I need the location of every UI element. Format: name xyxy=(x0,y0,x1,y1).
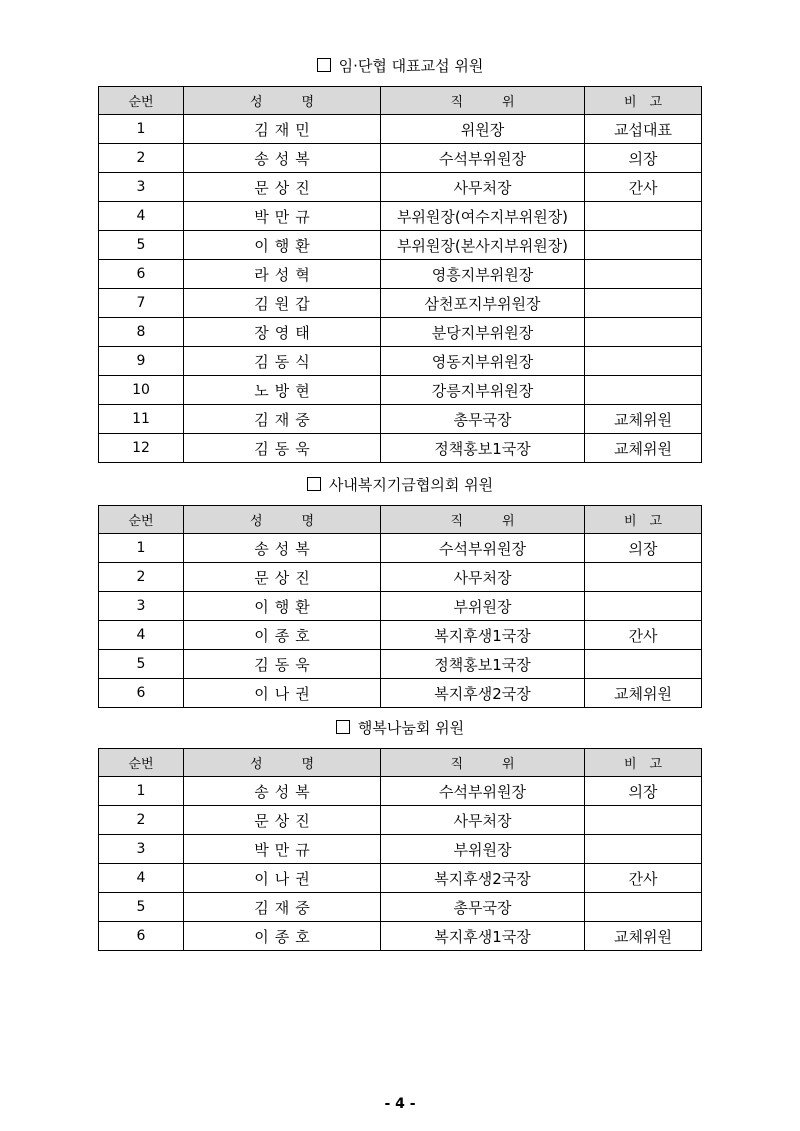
table-row xyxy=(99,806,702,835)
table-header-row xyxy=(99,87,702,115)
header-position: 직 위 xyxy=(381,87,585,115)
cell-note xyxy=(585,289,702,318)
header-note: 비 고 xyxy=(585,749,702,777)
cell-name: 노방현 xyxy=(184,376,381,405)
table-row xyxy=(99,650,702,679)
cell-note xyxy=(585,650,702,679)
cell-no: 5 xyxy=(99,650,184,679)
cell-name: 김재중 xyxy=(184,405,381,434)
section-title-welfare-fund xyxy=(0,474,800,496)
cell-name: 라성혁 xyxy=(184,260,381,289)
table-row xyxy=(99,534,702,563)
header-position: 직 위 xyxy=(381,749,585,777)
header-no: 순번 xyxy=(99,87,184,115)
cell-no: 3 xyxy=(99,592,184,621)
cell-note: 교체위원 xyxy=(585,922,702,951)
cell-no: 9 xyxy=(99,347,184,376)
cell-note: 의장 xyxy=(585,777,702,806)
cell-name: 박만규 xyxy=(184,202,381,231)
cell-note xyxy=(585,592,702,621)
cell-position: 수석부위원장 xyxy=(381,144,585,173)
cell-position: 복지후생1국장 xyxy=(381,922,585,951)
cell-position: 부위원장 xyxy=(381,835,585,864)
checkbox-square-icon xyxy=(336,720,350,734)
cell-no: 3 xyxy=(99,173,184,202)
cell-no: 5 xyxy=(99,893,184,922)
table-row xyxy=(99,621,702,650)
cell-name: 김재민 xyxy=(184,115,381,144)
header-note: 비 고 xyxy=(585,506,702,534)
cell-note xyxy=(585,202,702,231)
cell-position: 강릉지부위원장 xyxy=(381,376,585,405)
cell-no: 1 xyxy=(99,534,184,563)
cell-note: 간사 xyxy=(585,173,702,202)
cell-name: 김동욱 xyxy=(184,650,381,679)
welfare-fund-council-table xyxy=(98,505,702,708)
table-row xyxy=(99,563,702,592)
cell-note xyxy=(585,260,702,289)
table-row xyxy=(99,202,702,231)
cell-note xyxy=(585,318,702,347)
cell-note: 교체위원 xyxy=(585,434,702,463)
cell-note: 간사 xyxy=(585,864,702,893)
table-row xyxy=(99,922,702,951)
cell-name: 김동식 xyxy=(184,347,381,376)
cell-name: 문상진 xyxy=(184,806,381,835)
cell-note xyxy=(585,376,702,405)
section-title-bargaining xyxy=(0,55,800,77)
cell-note xyxy=(585,563,702,592)
table-row xyxy=(99,376,702,405)
table-row xyxy=(99,318,702,347)
cell-no: 2 xyxy=(99,144,184,173)
cell-position: 복지후생2국장 xyxy=(381,864,585,893)
cell-name: 문상진 xyxy=(184,173,381,202)
cell-note: 의장 xyxy=(585,144,702,173)
cell-name: 이나권 xyxy=(184,864,381,893)
cell-name: 이종호 xyxy=(184,621,381,650)
cell-note: 교체위원 xyxy=(585,679,702,708)
cell-position: 정책홍보1국장 xyxy=(381,650,585,679)
cell-no: 5 xyxy=(99,231,184,260)
header-name: 성 명 xyxy=(184,506,381,534)
cell-position: 사무처장 xyxy=(381,173,585,202)
header-name: 성 명 xyxy=(184,749,381,777)
table-row xyxy=(99,835,702,864)
table-row xyxy=(99,289,702,318)
table-row xyxy=(99,115,702,144)
cell-name: 이행환 xyxy=(184,592,381,621)
header-no: 순번 xyxy=(99,506,184,534)
cell-position: 분당지부위원장 xyxy=(381,318,585,347)
section-title-text: 사내복지기금협의회 위원 xyxy=(328,476,494,494)
cell-position: 부위원장 xyxy=(381,592,585,621)
cell-name: 김재중 xyxy=(184,893,381,922)
cell-no: 2 xyxy=(99,806,184,835)
cell-no: 6 xyxy=(99,679,184,708)
cell-no: 7 xyxy=(99,289,184,318)
cell-position: 영흥지부위원장 xyxy=(381,260,585,289)
cell-position: 정책홍보1국장 xyxy=(381,434,585,463)
header-no: 순번 xyxy=(99,749,184,777)
section-title-text: 행복나눔회 위원 xyxy=(357,719,465,737)
table-row xyxy=(99,434,702,463)
cell-position: 복지후생1국장 xyxy=(381,621,585,650)
cell-note: 의장 xyxy=(585,534,702,563)
header-position: 직 위 xyxy=(381,506,585,534)
cell-position: 수석부위원장 xyxy=(381,534,585,563)
cell-name: 박만규 xyxy=(184,835,381,864)
cell-no: 6 xyxy=(99,260,184,289)
cell-position: 삼천포지부위원장 xyxy=(381,289,585,318)
cell-name: 김동욱 xyxy=(184,434,381,463)
cell-position: 사무처장 xyxy=(381,806,585,835)
cell-name: 김원갑 xyxy=(184,289,381,318)
cell-name: 이종호 xyxy=(184,922,381,951)
cell-note xyxy=(585,806,702,835)
table-row xyxy=(99,405,702,434)
cell-name: 송성복 xyxy=(184,144,381,173)
cell-note xyxy=(585,835,702,864)
cell-note xyxy=(585,347,702,376)
cell-name: 송성복 xyxy=(184,777,381,806)
table-row xyxy=(99,679,702,708)
cell-no: 10 xyxy=(99,376,184,405)
header-note: 비 고 xyxy=(585,87,702,115)
cell-note xyxy=(585,893,702,922)
checkbox-square-icon xyxy=(317,58,331,72)
cell-no: 2 xyxy=(99,563,184,592)
cell-position: 위원장 xyxy=(381,115,585,144)
bargaining-committee-table xyxy=(98,86,702,463)
table-row xyxy=(99,347,702,376)
cell-position: 사무처장 xyxy=(381,563,585,592)
cell-no: 4 xyxy=(99,202,184,231)
cell-no: 8 xyxy=(99,318,184,347)
cell-position: 총무국장 xyxy=(381,893,585,922)
cell-no: 6 xyxy=(99,922,184,951)
table-row xyxy=(99,592,702,621)
cell-no: 11 xyxy=(99,405,184,434)
cell-note: 교섭대표 xyxy=(585,115,702,144)
cell-name: 송성복 xyxy=(184,534,381,563)
cell-no: 3 xyxy=(99,835,184,864)
cell-no: 4 xyxy=(99,621,184,650)
checkbox-square-icon xyxy=(307,477,321,491)
cell-position: 영동지부위원장 xyxy=(381,347,585,376)
table-row xyxy=(99,260,702,289)
table-row xyxy=(99,144,702,173)
cell-no: 1 xyxy=(99,115,184,144)
table-header-row xyxy=(99,749,702,777)
cell-name: 문상진 xyxy=(184,563,381,592)
table-row xyxy=(99,893,702,922)
table-row xyxy=(99,864,702,893)
cell-position: 부위원장(여수지부위원장) xyxy=(381,202,585,231)
cell-no: 1 xyxy=(99,777,184,806)
section-title-text: 임·단협 대표교섭 위원 xyxy=(338,57,484,75)
page-number: - 4 - xyxy=(384,1096,416,1112)
cell-name: 이나권 xyxy=(184,679,381,708)
cell-position: 복지후생2국장 xyxy=(381,679,585,708)
cell-position: 총무국장 xyxy=(381,405,585,434)
cell-name: 이행환 xyxy=(184,231,381,260)
happiness-sharing-table xyxy=(98,748,702,951)
cell-note xyxy=(585,231,702,260)
cell-no: 4 xyxy=(99,864,184,893)
cell-position: 수석부위원장 xyxy=(381,777,585,806)
cell-no: 12 xyxy=(99,434,184,463)
table-row xyxy=(99,777,702,806)
table-header-row xyxy=(99,506,702,534)
header-name: 성 명 xyxy=(184,87,381,115)
table-row xyxy=(99,173,702,202)
cell-name: 장영태 xyxy=(184,318,381,347)
cell-note: 교체위원 xyxy=(585,405,702,434)
cell-position: 부위원장(본사지부위원장) xyxy=(381,231,585,260)
section-title-happiness-sharing xyxy=(0,717,800,739)
cell-note: 간사 xyxy=(585,621,702,650)
table-row xyxy=(99,231,702,260)
